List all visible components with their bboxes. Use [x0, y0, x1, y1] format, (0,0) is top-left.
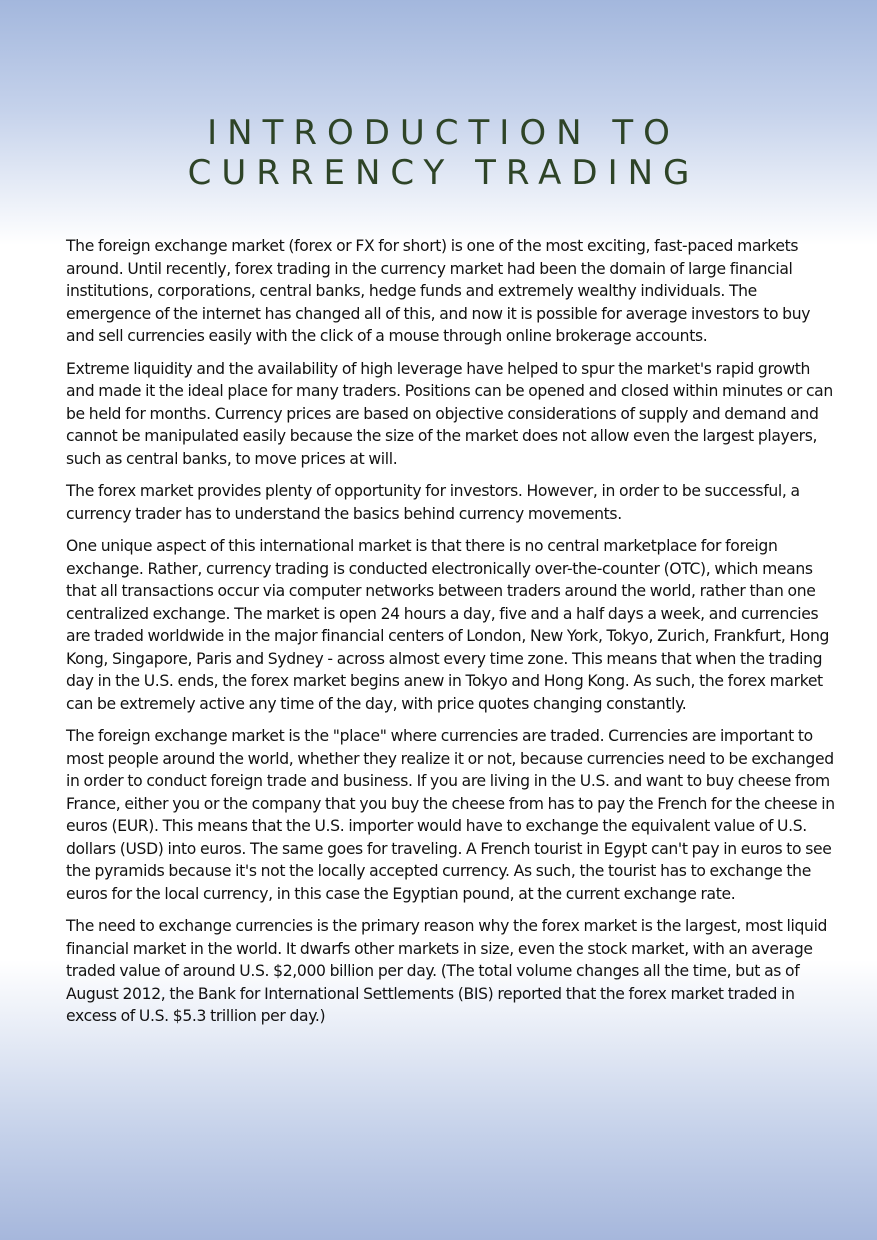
title-line-1: INTRODUCTION TO	[207, 113, 680, 153]
paragraph-market-size: The need to exchange currencies is the primary reason why the forex market is the largest, most liquid financial market in the world. It dwarfs other markets in size, even the stock market, with an average traded value of around U.S. $2,000 billion per day. (The total volume changes all the time, but as of August 2012, the Bank for International Settlements (BIS) reported that the forex market traded in excess of U.S. $5.3 trillion per day.)	[66, 917, 828, 1025]
page-title	[0, 113, 877, 193]
paragraph-opportunity: The forex market provides plenty of opportunity for investors. However, in order to be successful, a currency trader has to understand the basics behind currency movements.	[66, 482, 800, 523]
paragraph-liquidity: Extreme liquidity and the availability of high leverage have helped to spur the market's rapid growth and made it the ideal place for many traders. Positions can be opened and closed within minutes or can be held for months. Currency prices are based on objective considerations of supply and demand and cannot be manipulated easily because the size of the market does not allow even the largest players, such as central banks, to move prices at will.	[66, 359, 833, 468]
paragraph-intro: The foreign exchange market (forex or FX for short) is one of the most exciting, fast-paced markets around. Until recently, forex trading in the currency market had been the domain of large financial institutions, corporations, central banks, hedge funds and extremely wealthy individuals. The emergence of the internet has changed all of this, and now it is possible for average investors to buy and sell currencies easily with the click of a mouse through online brokerage accounts.	[66, 237, 811, 345]
body-text	[66, 235, 838, 1038]
paragraph-currency-exchange: The foreign exchange market is the "place" where currencies are traded. Currencies are important to most people around the world, whether they realize it or not, because currencies need to be exchanged in order to conduct foreign trade and business. If you are living in the U.S. and want to buy cheese from France, either you or the company that you buy the cheese from has to pay the French for the cheese in euros (EUR). This means that the U.S. importer would have to exchange the equivalent value of U.S. dollars (USD) into euros. The same goes for traveling. A French tourist in Egypt can't pay in euros to see the pyramids because it's not the locally accepted currency. As such, the tourist has to exchange the euros for the local currency, in this case the Egyptian pound, at the current exchange rate.	[66, 727, 835, 903]
title-line-2: CURRENCY TRADING	[187, 153, 700, 193]
paragraph-otc-market: One unique aspect of this international market is that there is no central marketplace for foreign exchange. Rather, currency trading is conducted electronically over-the-counter (OTC), which means that all transactions occur via computer networks between traders around the world, rather than one centralized exchange. The market is open 24 hours a day, five and a half days a week, and currencies are traded worldwide in the major financial centers of London, New York, Tokyo, Zurich, Frankfurt, Hong Kong, Singapore, Paris and Sydney - across almost every time zone. This means that when the trading day in the U.S. ends, the forex market begins anew in Tokyo and Hong Kong. As such, the forex market can be extremely active any time of the day, with price quotes changing constantly.	[66, 537, 830, 713]
